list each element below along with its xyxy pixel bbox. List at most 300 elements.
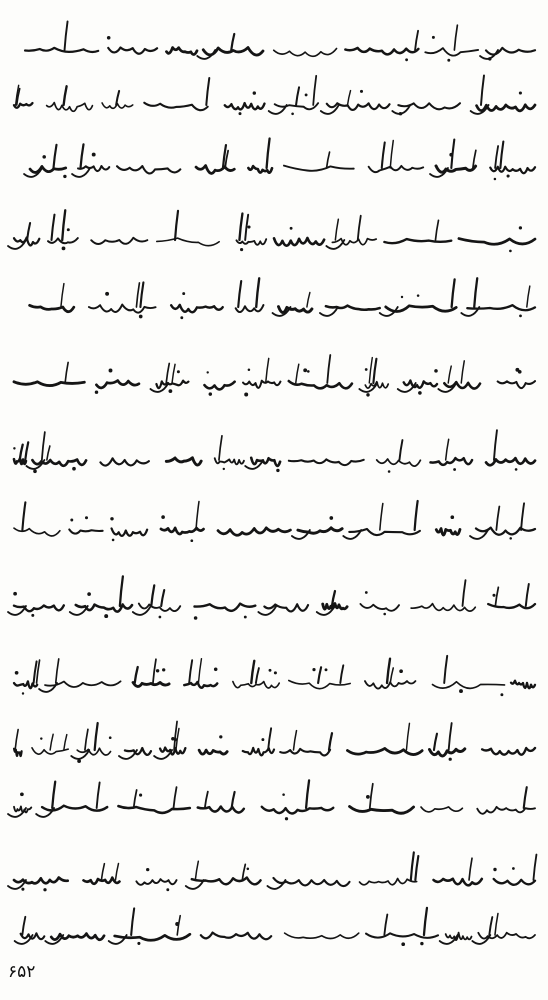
ink-stroke [30,305,74,311]
ink-dot [166,888,169,891]
ink-dot [500,693,503,696]
ink-dot [21,888,24,891]
ink-stroke [306,780,309,808]
manuscript-line [24,139,535,181]
ink-stroke [390,141,393,168]
ink-stroke [39,683,57,692]
ink-stroke [425,48,478,56]
ink-dot [62,247,66,251]
ink-dot [175,922,179,926]
ink-dot [70,519,73,522]
ink-stroke [53,145,56,168]
ink-dot [174,738,177,741]
ink-stroke [358,216,361,240]
ink-stroke [102,103,133,108]
ink-stroke [47,446,50,460]
ink-stroke [366,933,438,938]
ink-stroke [415,31,418,50]
ink-stroke [125,748,151,755]
ink-stroke [206,78,209,105]
ink-stroke [78,166,109,171]
ink-dot [399,669,403,673]
ink-stroke [524,787,527,808]
ink-dot [244,393,248,397]
ink-dot [453,468,456,471]
ink-dot [329,516,333,520]
ink-dot [282,793,285,796]
ink-dot [77,759,81,763]
ink-stroke [436,529,460,535]
ink-stroke [219,436,222,460]
ink-stroke [205,792,208,808]
ink-dot [449,758,452,761]
manuscript-line [8,576,535,619]
ink-stroke [50,734,53,750]
ink-stroke [95,723,98,750]
ink-stroke [144,103,207,110]
ink-stroke [108,48,157,54]
ink-dot [274,671,277,674]
ink-stroke [478,933,535,939]
ink-stroke [399,440,402,460]
ink-dot [365,591,368,594]
ink-dot [383,613,386,616]
ink-stroke [65,22,68,50]
ink-dot [95,390,98,393]
ink-stroke [348,91,351,105]
ink-stroke [298,528,342,533]
ink-stroke [112,528,148,535]
ink-stroke [380,504,383,530]
ink-dot [33,469,37,473]
ink-stroke [97,782,100,808]
ink-stroke [384,914,387,935]
ink-stroke [289,459,364,465]
ink-stroke [256,278,259,307]
ink-stroke [251,661,254,683]
ink-dot [365,368,368,371]
ink-stroke [101,864,104,880]
ink-stroke [436,166,476,172]
ink-stroke [51,215,54,240]
ink-dot [104,614,108,618]
ink-stroke [490,167,535,173]
ink-dot [285,817,288,820]
ink-dot [432,36,435,39]
ink-stroke [461,361,464,383]
ink-stroke [30,166,66,172]
ink-stroke [293,731,296,750]
ink-stroke [153,659,156,683]
ink-stroke [51,934,104,940]
ink-stroke [174,787,177,808]
ink-dot [450,515,454,519]
ink-dot [303,368,307,372]
ink-dot [31,614,34,617]
manuscript-line [13,430,535,473]
ink-stroke [134,790,137,808]
ink-dot [105,292,109,296]
ink-stroke [120,576,123,606]
ink-stroke [89,305,156,313]
ink-stroke [133,682,169,686]
ink-stroke [85,729,88,750]
ink-stroke [160,748,185,755]
ink-dot [276,469,279,472]
manuscript-line [30,278,535,319]
ink-dot [67,228,70,231]
ink-stroke [446,439,449,460]
ink-dot [139,794,142,797]
ink-dot [161,515,165,519]
ink-dot [92,153,96,157]
ink-stroke [350,806,414,813]
ink-stroke [327,355,330,383]
manuscript-line [15,908,535,946]
ink-dot [63,175,66,178]
ink-stroke [157,238,219,246]
ink-stroke [327,152,330,168]
ink-stroke [22,502,25,530]
ink-stroke [195,861,198,880]
ink-stroke [201,933,271,940]
ink-stroke [390,668,393,683]
ink-stroke [69,529,102,533]
ink-stroke [243,748,274,755]
ink-stroke [373,359,376,383]
ink-stroke [239,214,242,240]
ink-stroke [15,730,18,750]
ink-dot [239,112,242,115]
ink-stroke [198,659,201,683]
ink-dot [72,467,76,471]
ink-stroke [369,358,372,383]
ink-stroke [424,908,427,935]
ink-dot [214,668,218,672]
ink-stroke [448,366,451,383]
ink-stroke [489,917,492,935]
ink-stroke [415,501,418,530]
ink-dot [112,539,115,542]
ink-dot [248,368,251,371]
ink-dot [244,616,247,619]
ink-dot [223,468,225,470]
ink-stroke [171,305,223,312]
ink-dot [190,539,193,542]
ink-dot [247,225,250,228]
ink-stroke [64,735,67,750]
ink-dot [40,737,42,739]
ink-stroke [91,238,147,244]
ink-dot [110,517,113,520]
ink-dot [171,737,175,741]
ink-stroke [345,48,418,54]
ink-stroke [42,432,45,460]
ink-stroke [243,381,280,388]
ink-stroke [296,364,299,383]
ink-dot [182,292,185,295]
ink-dot [493,868,496,871]
ink-stroke [232,792,235,808]
ink-dot [418,391,422,395]
ink-stroke [449,723,452,750]
ink-dot [488,57,491,60]
ink-dot [519,226,522,229]
ink-dot [399,112,402,115]
manuscript-line [14,501,535,542]
ink-dot [401,942,405,946]
ink-dot [87,592,91,596]
ink-dot [22,692,24,694]
ink-stroke [172,364,175,383]
ink-stroke [370,784,373,808]
ink-stroke [313,76,316,105]
ink-dot [162,668,165,671]
ink-stroke [406,723,409,750]
ink-stroke [289,381,352,388]
ink-stroke [14,382,84,386]
ink-stroke [22,917,25,935]
ink-stroke [131,908,134,935]
ink-dot [169,389,173,393]
ink-dot [434,369,438,373]
ink-stroke [161,528,204,534]
ink-dot [137,942,140,945]
ink-stroke [494,430,497,460]
ink-stroke [477,807,535,814]
ink-dot [494,178,497,181]
ink-stroke [421,807,462,812]
ink-dot [253,91,256,94]
manuscript-line [14,721,535,762]
ink-stroke [151,585,154,606]
ink-stroke [495,146,498,168]
ink-stroke [498,381,535,388]
ink-dot [13,447,15,449]
ink-stroke [231,34,234,50]
ink-stroke [189,660,192,683]
ink-dot [290,227,293,230]
ink-stroke [262,807,333,814]
ink-stroke [335,219,338,240]
ink-stroke [135,667,138,683]
ink-stroke [360,878,417,884]
ink-dot [159,616,162,619]
ink-stroke [115,863,118,880]
ink-stroke [329,733,332,750]
ink-dot [43,888,46,891]
ink-stroke [382,142,385,168]
ink-stroke [80,144,83,168]
ink-dot [305,93,308,96]
ink-stroke [161,590,164,606]
ink-dot [247,868,250,871]
ink-stroke [452,279,455,307]
manuscript-line [8,852,536,891]
ink-dot [509,250,512,253]
ink-dot [240,248,243,251]
ink-stroke [454,25,457,50]
ink-dot [13,592,17,596]
ink-stroke [284,166,354,171]
ink-stroke [267,139,270,168]
ink-stroke [274,238,324,246]
ink-stroke [118,806,189,813]
ink-stroke [20,445,23,460]
ink-stroke [65,362,68,383]
ink-dot [139,315,143,319]
ink-stroke [25,442,28,460]
manuscript-line [8,780,535,820]
ink-stroke [175,211,178,240]
ink-dot [417,294,420,297]
ink-dot [42,155,46,159]
ink-stroke [463,580,466,606]
ink-stroke [404,381,437,388]
ink-dot [177,370,180,373]
ink-stroke [14,528,60,536]
ink-dot [109,369,113,373]
ink-stroke [360,604,399,611]
ink-stroke [136,879,176,885]
page-number: ۶۵۲ [8,962,36,982]
ink-stroke [266,358,269,383]
ink-stroke [340,665,343,683]
ink-stroke [527,286,530,307]
ink-stroke [444,382,480,388]
ink-stroke [482,748,535,755]
ink-stroke [521,503,524,530]
manuscript-line [14,355,535,397]
ink-stroke [384,239,451,243]
ink-stroke [430,458,472,465]
ink-stroke [56,659,59,683]
ink-dot [401,296,403,298]
ink-stroke [280,749,330,756]
ink-stroke [411,852,414,880]
ink-stroke [236,305,264,312]
ink-stroke [459,239,535,245]
manuscript-line [8,210,535,252]
ink-dot [291,112,294,115]
ink-dot [219,735,222,738]
manuscript-line [25,22,535,62]
ink-stroke [218,528,290,535]
ink-stroke [225,103,265,109]
ink-stroke [326,306,380,310]
ink-dot [207,371,209,373]
ink-stroke [52,782,55,808]
ink-stroke [14,605,64,611]
ink-stroke [251,458,280,466]
ink-dot [515,468,518,471]
ink-stroke [526,584,529,606]
manuscript-line [14,75,535,115]
ink-stroke [347,748,422,754]
ink-dot [388,470,391,473]
ink-dot [509,537,512,540]
ink-dot [15,671,19,675]
ink-dot [85,516,88,519]
ink-stroke [318,667,321,683]
ink-dot [261,738,264,741]
ink-dot [447,59,450,62]
ink-stroke [204,382,234,390]
ink-stroke [248,166,272,173]
ink-dot [507,174,510,177]
ink-dot [519,315,522,318]
ink-dot [405,58,408,61]
ink-stroke [136,283,139,307]
ink-stroke [14,878,68,884]
ink-stroke [238,281,241,307]
ink-dot [20,792,24,796]
ink-stroke [533,855,536,880]
ink-stroke [268,728,271,750]
ink-stroke [511,681,535,688]
ink-dot [492,594,495,597]
ink-stroke [61,284,64,307]
ink-stroke [100,458,148,465]
ink-stroke [199,750,227,754]
ink-dot [107,36,111,40]
ink-stroke [256,668,259,683]
ink-stroke [474,278,477,307]
ink-dot [449,153,453,157]
ink-dot [366,393,369,396]
ink-dot [366,795,370,799]
ink-stroke [196,166,234,174]
ink-dot [518,370,522,374]
ink-stroke [285,933,359,938]
ink-dot [325,668,328,671]
ink-stroke [494,879,535,885]
ink-stroke [435,220,438,240]
ink-dot [156,669,159,672]
ink-dot [209,392,212,395]
ink-dot [307,370,310,373]
ink-dot [109,736,112,739]
ink-stroke [27,223,30,240]
ink-stroke [446,933,472,940]
ink-dot [194,616,198,620]
ink-stroke [195,604,256,611]
ink-stroke [433,879,481,886]
ink-stroke [415,856,418,880]
ink-dot [269,669,272,672]
ink-stroke [264,604,308,611]
ink-stroke [196,502,199,530]
ink-dot [459,689,463,693]
ink-dot [146,868,149,871]
ink-stroke [117,166,180,173]
ink-stroke [96,381,139,388]
ink-stroke [486,48,535,55]
ink-dot [512,867,515,870]
ink-stroke [434,734,437,750]
ink-stroke [495,914,498,935]
ink-stroke [500,142,503,168]
ink-stroke [64,86,67,105]
ink-stroke [166,458,201,465]
ink-stroke [47,103,93,112]
ink-stroke [307,293,310,307]
manuscript-line [14,656,535,696]
ink-stroke [496,506,499,530]
ink-stroke [140,282,143,307]
ink-dot [180,316,183,319]
ink-dot [519,91,522,94]
